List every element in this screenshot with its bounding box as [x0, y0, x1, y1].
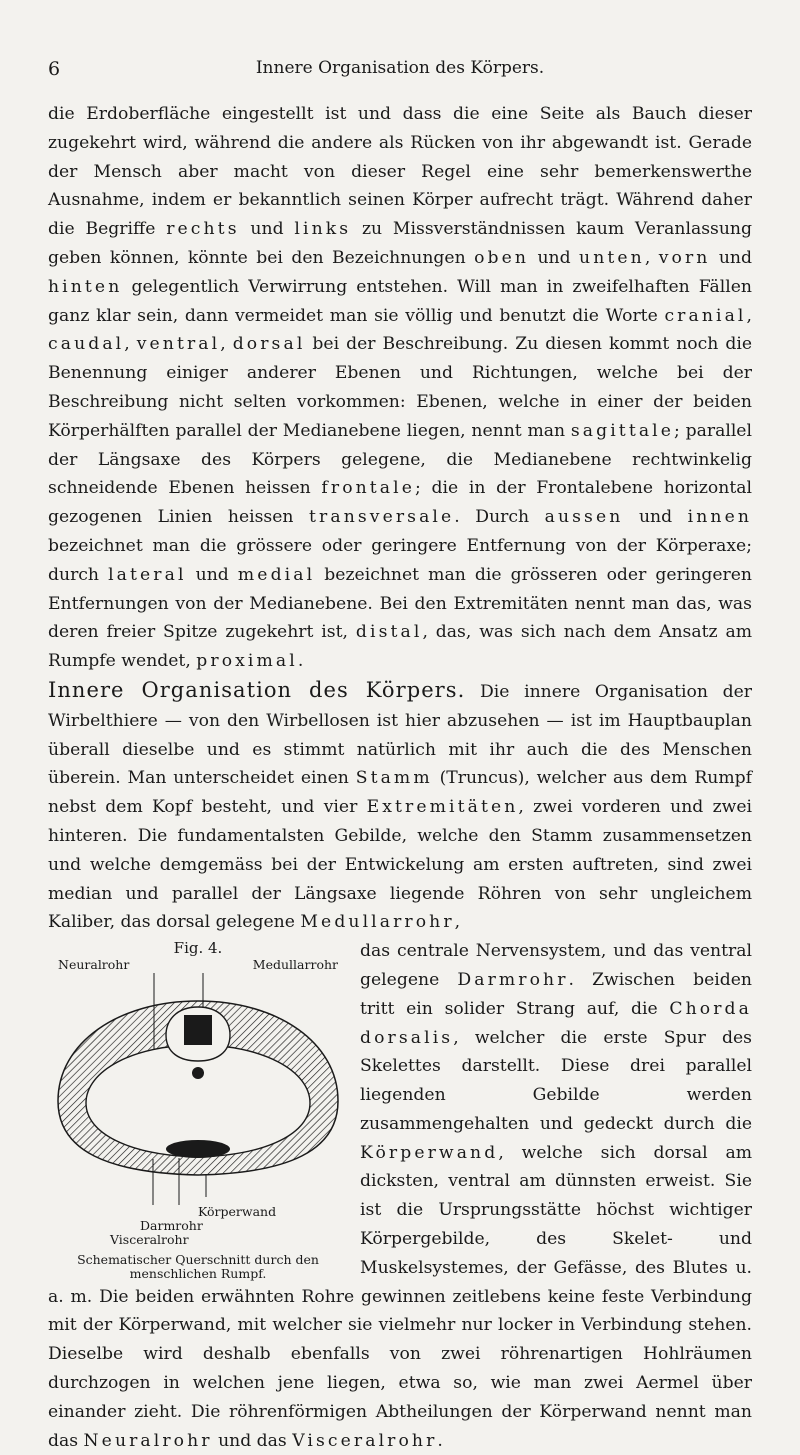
- spaced-term: Chorda dorsalis: [360, 998, 752, 1048]
- spaced-term: Extremitäten: [366, 797, 519, 818]
- document-page: [48, 58, 752, 1455]
- spaced-term: distal: [355, 622, 423, 643]
- figure-bottom-labels: [48, 1205, 348, 1249]
- spaced-term: lateral: [108, 564, 187, 585]
- paragraph-2: [48, 676, 752, 937]
- spaced-term: transversale: [309, 507, 455, 528]
- paragraph-2-intro: Die innere Organisation der Wirbelthiere — von den Wirbellosen ist hier abzusehen — ist im Hauptbauplan überall dieselbe und es stimmt natürlich mit ihr auch die des Menschen überein. Man unterscheidet einen Stamm (Truncus), welcher aus dem Rumpf nebst dem Kopf besteht, und vier Extremitäten, zwei vorderen und zwei hinteren. Die fundamentalsten Gebilde, welche den Stamm zusammensetzen und welche demgemäss bei der Entwickelung am ersten auftreten, sind zwei median und parallel der Längsaxe liegende Röhren von sehr ungleichem Kaliber, das dorsal gelegene Medullarrohr,: [48, 681, 753, 933]
- label-koerperwand: Körperwand: [198, 1204, 277, 1220]
- label-neuralrohr: Neuralrohr: [58, 957, 130, 973]
- spaced-term: aussen: [544, 507, 624, 528]
- label-medullarrohr: Medullarrohr: [252, 957, 338, 973]
- spaced-term: links: [294, 219, 352, 240]
- figure-caption: Schematischer Querschnitt durch den menschlichen Rumpf.: [77, 1252, 319, 1282]
- figure-label: Fig. 4.: [173, 939, 223, 958]
- body-text: [48, 100, 752, 1455]
- paragraph-1: die Erdoberfläche eingestellt ist und dass die eine Seite als Bauch dieser zugekehrt wird, während die andere als Rücken von ihr abgewandt ist. Gerade der Mensch aber macht von dieser Regel eine sehr bemerkenswerthe Ausnahme, indem er bekanntlich seinen Körper aufrecht trägt. Während daher die Begriffe rechts und links zu Missverständnissen kaum Veranlassung geben können, könnte bei den Bezeichnungen oben und unten, vorn und hinten gelegentlich Verwirrung entstehen. Will man in zweifelhaften Fällen ganz klar sein, dann vermeidet man sie völlig und benutzt die Worte cranial, caudal, ventral, dorsal bei der Beschreibung. Zu diesen kommt noch die Benennung einiger anderer Ebenen und Richtungen, welche bei der Beschreibung nicht selten vorkommen: Ebenen, welche in einer der beiden Körperhälften parallel der Medianebene liegen, nennt man sagittale; parallel der Längsaxe des Körpers gelegene, die Medianebene rechtwinkelig schneidende Ebenen heissen frontale; die in der Frontalebene horizontal gezogenen Linien heissen transversale. Durch aussen und innen bezeichnet man die grössere oder geringere Entfernung von der Körperaxe; durch lateral und medial bezeichnet man die grösseren oder geringeren Entfernungen von der Medianebene. Bei den Extremitäten nennt man das, was deren freier Spitze zugekehrt ist, distal, das, was sich nach dem Ansatz am Rumpfe wendet, proximal.: [48, 104, 753, 672]
- label-darmrohr: Darmrohr: [140, 1218, 203, 1234]
- spaced-term: oben: [474, 247, 530, 268]
- spaced-term: medial: [237, 564, 316, 585]
- section-heading: Innere Organisation des Körpers.: [48, 677, 466, 702]
- spaced-term: dorsal: [232, 334, 306, 355]
- spaced-term: Darmrohr: [457, 969, 569, 990]
- spaced-term: cranial: [664, 305, 747, 326]
- spaced-term: Stamm: [355, 768, 433, 789]
- cross-section-diagram: [48, 973, 348, 1205]
- chorda-dorsalis: [192, 1067, 204, 1079]
- spaced-term: Visceralrohr: [292, 1430, 438, 1451]
- label-visceralrohr: Visceralrohr: [110, 1232, 189, 1248]
- spaced-term: proximal: [196, 651, 298, 672]
- spaced-term: caudal: [48, 334, 125, 355]
- spaced-term: Medullarrohr: [300, 912, 455, 933]
- figure-4: [48, 939, 348, 1281]
- running-head: Innere Organisation des Körpers.: [255, 58, 545, 78]
- figure-top-labels: [48, 957, 348, 973]
- spinal-cord: [184, 1015, 212, 1045]
- spaced-term: sagittale: [570, 420, 675, 441]
- spaced-term: Körperwand: [360, 1142, 499, 1163]
- spaced-term: innen: [687, 507, 752, 528]
- spaced-term: unten: [579, 247, 645, 268]
- spaced-term: hinten: [48, 276, 123, 297]
- page-number: 6: [48, 58, 61, 80]
- spaced-term: rechts: [166, 219, 240, 240]
- gut-tube: [166, 1140, 230, 1158]
- spaced-term: ventral: [136, 334, 221, 355]
- spaced-term: vorn: [658, 247, 711, 268]
- page-header: [48, 58, 752, 86]
- paragraph-2-continued: das centrale Nervensystem, und das ventral gelegene Darmrohr. Zwischen beiden tritt ein solider Strang auf, die Chorda dorsalis, welcher die erste Spur des Skelettes darstellt. Diese drei parallel liegenden Gebilde werden zusammengehalten und gedeckt durch die Körperwand, welche sich dorsal am dicksten, ventral am dünnsten erweist. Sie ist die Ursprungsstätte höchst wichtiger Körpergebilde, des Skelet- und Muskelsystemes, der Gefässe, des Blutes u. a. m. Die beiden erwähnten Rohre gewinnen zeitlebens keine feste Verbindung mit der Körperwand, mit welcher sie vielmehr nur locker in Verbindung stehen. Dieselbe wird deshalb ebenfalls von zwei röhrenartigen Hohlräumen durchzogen in welchen jene liegen, etwa so, wie man zwei Aermel über einander zieht. Die röhrenförmigen Abtheilungen der Körperwand nennt man das Neuralrohr und das Visceralrohr.: [48, 941, 752, 1451]
- spaced-term: frontale: [321, 478, 416, 499]
- spaced-term: Neuralrohr: [83, 1430, 213, 1451]
